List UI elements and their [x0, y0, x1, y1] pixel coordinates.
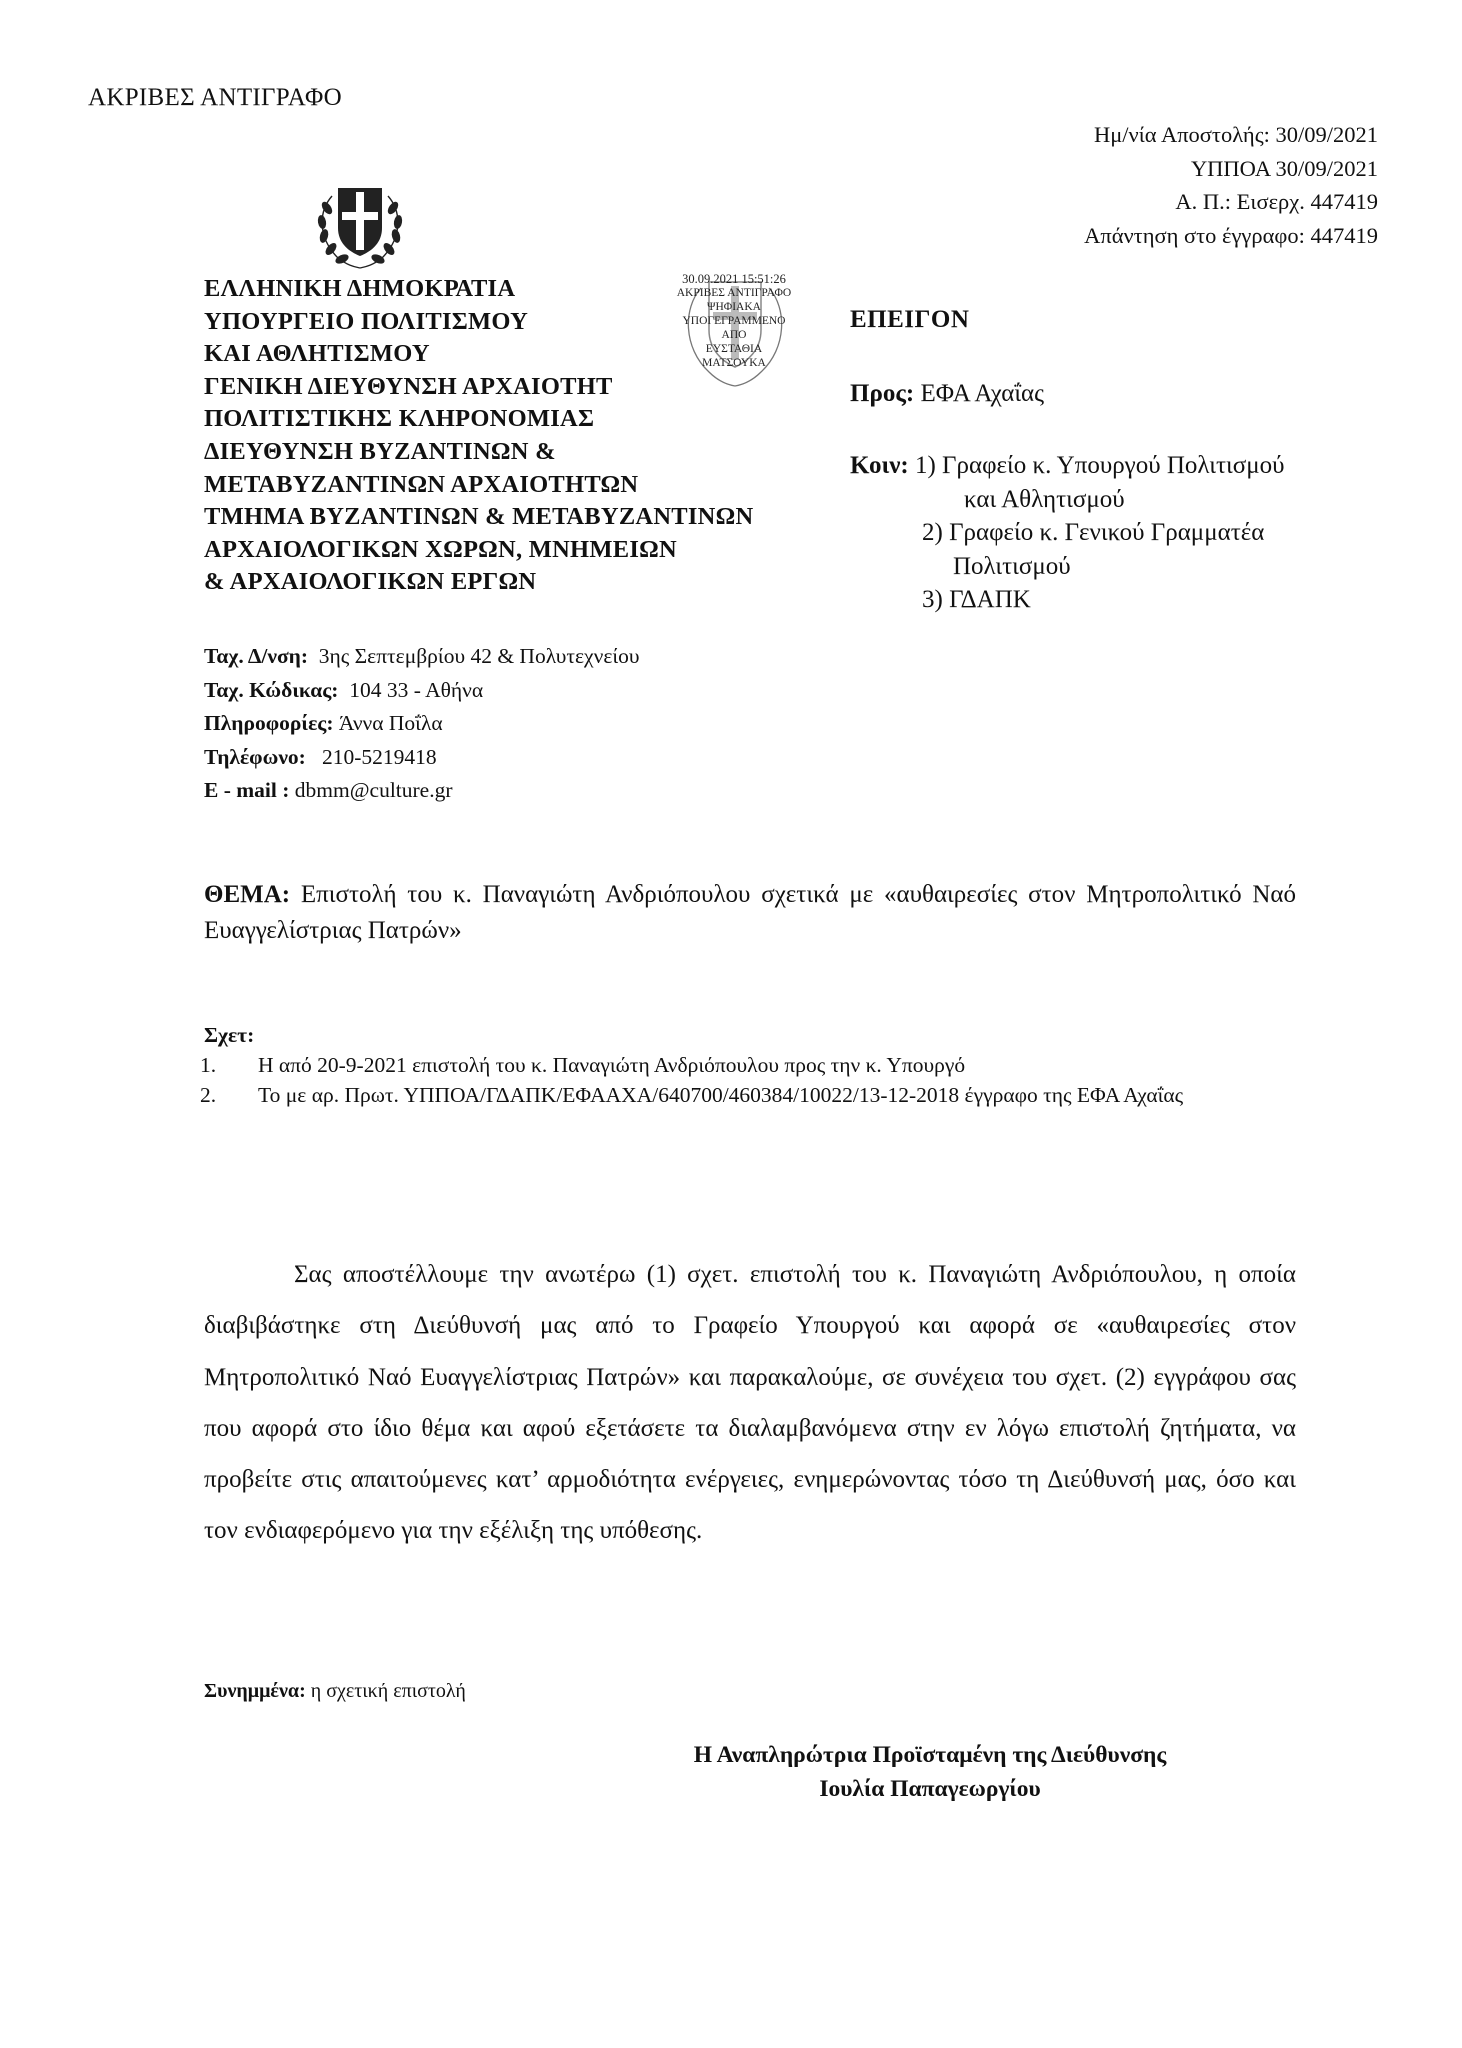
contact-details — [204, 640, 640, 808]
national-emblem-icon — [310, 172, 410, 272]
stamp-text-line: ΥΠΟΓΕΓΡΑΜΜΕΝΟ — [682, 315, 786, 327]
org-line: ΕΛΛΗΝΙΚΗ ΔΗΜΟΚΡΑΤΙΑ — [204, 275, 516, 302]
org-line: & ΑΡΧΑΙΟΛΟΓΙΚΩΝ ΕΡΓΩΝ — [204, 568, 537, 596]
address-label: Ταχ. Δ/νση: — [204, 644, 309, 668]
postal-label: Ταχ. Κώδικας: — [204, 677, 339, 702]
org-line: ΠΟΛΙΤΙΣΤΙΚΗΣ ΚΛΗΡΟΝΟΜΙΑΣ — [204, 405, 595, 433]
reference-number: 2. — [200, 1083, 217, 1107]
org-line: ΔΙΕΥΘΥΝΣΗ ΒΥΖΑΝΤΙΝΩΝ & — [204, 437, 556, 465]
stamp-text-line: ΨΗΦΙΑΚΑ — [707, 301, 761, 313]
copy-label: ΑΚΡΙΒΕΣ ΑΝΤΙΓΡΑΦΟ — [88, 84, 342, 111]
cc-label: Κοιν: — [850, 452, 909, 479]
subject-text: Επιστολή του κ. Παναγιώτη Ανδριόπουλου σχετικά με «αυθαιρεσίες στον Μητροπολιτικό Ναό Ευαγγελίστριας Πατρών» — [204, 881, 1297, 944]
stamp-text-line: ΑΚΡΙΒΕΣ ΑΝΤΙΓΡΑΦΟ — [676, 287, 792, 299]
reference-text: Το με αρ. Πρωτ. ΥΠΠΟΑ/ΓΔΑΠΚ/ΕΦΑΑΧΑ/640700/460384/10022/13-12-2018 έγγραφο της ΕΦΑ Αχαΐας — [258, 1083, 1184, 1107]
references-title: Σχετ: — [204, 1023, 255, 1047]
signatory-title: Η Αναπληρώτρια Προϊσταμένη της Διεύθυνσης — [693, 1742, 1167, 1768]
stamp-text-line: ΜΑΤΣΟΥΚΑ — [702, 357, 766, 369]
cc-item: 1) Γραφείο κ. Υπουργού Πολιτισμού — [914, 452, 1285, 479]
recipient-label: Προς: — [850, 380, 915, 407]
reference-item — [200, 1050, 1300, 1080]
org-line: ΥΠΟΥΡΓΕΙΟ ΠΟΛΙΤΙΣΜΟΥ — [204, 307, 529, 335]
org-line: ΓΕΝΙΚΗ ΔΙΕΥΘΥΝΣΗ ΑΡΧΑΙΟΤΗΤ — [204, 372, 613, 400]
attachments-value: η σχετική επιστολή — [310, 1680, 466, 1702]
recipient — [850, 380, 1044, 408]
digital-signature-stamp — [659, 270, 809, 398]
letter-body: Σας αποστέλλουμε την ανωτέρω (1) σχετ. επιστολή του κ. Παναγιώτη Ανδριόπουλου, η οποία διαβιβάστηκε στη Διεύθυνσή μας από το Γραφείο Υπουργού και αφορά σε «αυθαιρεσίες στον Μητροπολιτικό Ναό Ευαγγελίστριας Πατρών» και παρακαλούμε, σε συνέχεια του σχετ. (2) εγγράφου σας που αφορά στο ίδιο θέμα και αφού εξετάσετε τα διαλαμβανόμενα στην εν λόγω επιστολή ζητήματα, να προβείτε στις απαιτούμενες κατ’ αρμοδιότητα ενέργειες, ενημερώνοντας τόσο τη Διεύθυνσή μας, όσο και τον ενδιαφερόμενο για την εξέλιξη της υπόθεσης. — [204, 1261, 1296, 1545]
cc-item-continuation: Πολιτισμού — [953, 552, 1071, 580]
org-line: ΚΑΙ ΑΘΛΗΤΙΣΜΟΥ — [204, 340, 430, 368]
address-value: 3ης Σεπτεμβρίου 42 & Πολυτεχνείου — [318, 644, 640, 668]
email-label: E - mail : — [204, 778, 290, 802]
document-metadata — [1084, 118, 1378, 252]
cc-item: 3) ΓΔΑΠΚ — [922, 586, 1031, 613]
recipient-value: ΕΦΑ Αχαΐας — [920, 380, 1045, 407]
attachments-label: Συνημμένα: — [204, 1680, 306, 1702]
subject-label: ΘΕΜΑ: — [204, 881, 291, 908]
stamp-text-line: ΕΥΣΤΑΘΙΑ — [705, 343, 763, 355]
stamp-text-line: ΑΠΟ — [721, 329, 747, 341]
ministry-date: ΥΠΠΟΑ 30/09/2021 — [1190, 155, 1378, 181]
email-value: dbmm@culture.gr — [294, 778, 453, 802]
subject — [204, 877, 1296, 949]
phone-label: Τηλέφωνο: — [204, 744, 306, 769]
org-line: ΤΜΗΜΑ ΒΥΖΑΝΤΙΝΩΝ & ΜΕΤΑΒΥΖΑΝΤΙΝΩΝ — [204, 503, 754, 531]
protocol-number: Α. Π.: Εισερχ. 447419 — [1175, 189, 1378, 214]
phone-value: 210-5219418 — [321, 744, 437, 769]
cc-list — [850, 449, 1284, 617]
reply-to: Απάντηση στο έγγραφο: 447419 — [1084, 222, 1378, 248]
postal-value: 104 33 - Αθήνα — [349, 677, 484, 702]
signature-block — [580, 1738, 1280, 1806]
reference-text: Η από 20-9-2021 επιστολή του κ. Παναγιώτη Ανδριόπουλου προς την κ. Υπουργό — [258, 1053, 966, 1077]
attachments — [204, 1680, 466, 1703]
info-value: Άννα Ποΐλα — [338, 711, 443, 735]
references — [200, 1020, 1300, 1110]
org-line: ΑΡΧΑΙΟΛΟΓΙΚΩΝ ΧΩΡΩΝ, ΜΝΗΜΕΙΩΝ — [204, 535, 677, 563]
reference-item — [200, 1080, 1300, 1110]
reference-number: 1. — [200, 1053, 217, 1077]
signatory-name: Ιουλία Παπαγεωργίου — [819, 1776, 1041, 1802]
cc-item: 2) Γραφείο κ. Γενικού Γραμματέα — [922, 519, 1265, 546]
stamp-timestamp: 30.09.2021 15:51:26 — [682, 272, 786, 286]
urgent-label: ΕΠΕΙΓΟΝ — [850, 306, 970, 333]
info-label: Πληροφορίες: — [204, 711, 334, 735]
org-line: ΜΕΤΑΒΥΖΑΝΤΙΝΩΝ ΑΡΧΑΙΟΤΗΤΩΝ — [204, 470, 639, 498]
sent-date: Ημ/νία Αποστολής: 30/09/2021 — [1093, 122, 1378, 147]
cc-item-continuation: και Αθλητισμού — [964, 485, 1125, 513]
